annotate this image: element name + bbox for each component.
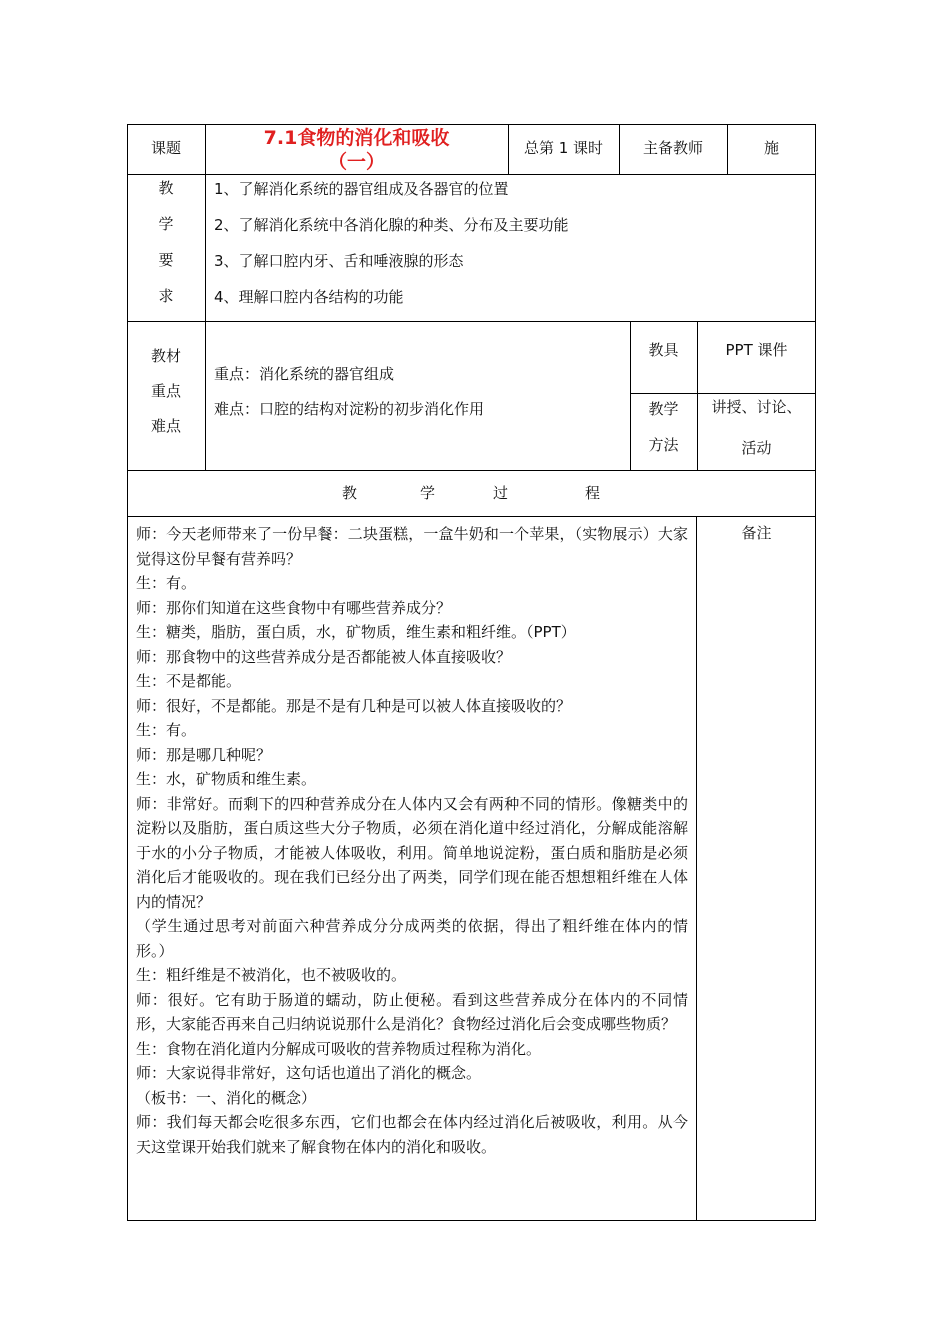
requirements-label-char: 求 [158,287,174,305]
focus-label-line: 难点 [150,417,181,435]
dialogue-line: （学生通过思考对前面六种营养成分分成两类的依据，得出了粗纤维在体内的情形。） [136,917,688,960]
dialogue-line: 师：今天老师带来了一份早餐：二块蛋糕，一盒牛奶和一个苹果，（实物展示）大家觉得这份早餐有营养吗？ [136,525,688,568]
dialogue-line: 师：我们每天都会吃很多东西，它们也都会在体内经过消化后被吸收，利用。从今天这堂课开始我们就来了解食物在体内的消化和吸收。 [136,1113,688,1156]
topic-label: 课题 [150,139,181,158]
requirement-item: 2、了解消化系统中各消化腺的种类、分布及主要功能 [214,216,569,234]
requirement-item: 4、理解口腔内各结构的功能 [214,288,404,306]
method-value-line: 讲授、讨论、 [711,398,802,416]
dialogue-line: 生：不是都能。 [136,672,242,690]
key-point: 重点：消化系统的器官组成 [214,365,395,383]
col-divider [696,516,697,1221]
requirement-item: 1、了解消化系统的器官组成及各器官的位置 [214,180,509,198]
requirements-label-char: 学 [158,215,174,233]
process-heading [127,470,816,516]
dialogue-line: 生：有。 [136,574,197,592]
process-heading-char: 教 [342,484,358,502]
dialogue-line: 师：非常好。而剩下的四种营养成分在人体内又会有两种不同的情形。像糖类中的淀粉以及脂肪，蛋白质这些大分子物质，必须在消化道中经过消化，分解成能溶解于水的小分子物质，才能被人体吸收，利用。简单地说淀粉，蛋白质和脂肪是必须消化后才能吸收的。现在我们已经分出了两类，同学们现在能否想想粗纤维在人体内的情况？ [136,794,688,911]
process-heading-char: 程 [585,484,601,502]
lesson-title [205,126,508,174]
process-heading-char: 过 [493,484,509,502]
requirements-label-char: 要 [158,251,174,269]
dialogue-line: 生：水，矿物质和维生素。 [136,770,317,788]
dialogue-line: 生：有。 [136,721,197,739]
dialogue-line: 师：很好。它有助于肠道的蠕动，防止便秘。看到这些营养成分在体内的不同情形，大家能否再来自己归纳说说那什么是消化？食物经过消化后会变成哪些物质？ [136,990,688,1033]
dialogue-line: （板书：一、消化的概念） [136,1088,317,1107]
remarks-label: 备注 [741,524,772,543]
lesson-title-line1: 7.1食物的消化和吸收 [263,127,450,149]
lesson-title-line2: （一） [327,151,385,173]
requirements-label-char: 教 [158,179,174,197]
row-divider [630,393,816,394]
period-count: 总第 1 课时 [523,139,604,158]
dialogue-line: 师：那食物中的这些营养成分是否都能被人体直接吸收？ [136,647,512,666]
method-label-line: 方法 [648,436,679,454]
teacher-name: 施 [763,139,779,158]
row-divider [127,516,816,517]
teaching-process-text [136,522,688,1159]
dialogue-line: 师：大家说得非常好，这句话也道出了消化的概念。 [136,1064,482,1082]
dialogue-line: 师：那你们知道在这些食物中有哪些营养成分？ [136,598,452,617]
tools-value: PPT 课件 [725,341,788,360]
process-heading-char: 学 [420,484,436,502]
teacher-label: 主备教师 [642,139,703,158]
method-value-line: 活动 [741,439,772,457]
tools-label: 教具 [648,341,679,360]
dialogue-line: 生：糖类，脂肪，蛋白质，水，矿物质，维生素和粗纤维。（PPT） [136,623,576,641]
focus-label-line: 教材 [150,347,181,365]
dialogue-line: 生：食物在消化道内分解成可吸收的营养物质过程称为消化。 [136,1039,542,1058]
difficult-point: 难点：口腔的结构对淀粉的初步消化作用 [214,400,485,418]
dialogue-line: 师：那是哪几种呢？ [136,745,272,764]
dialogue-line: 生：粗纤维是不被消化，也不被吸收的。 [136,966,407,984]
col-divider [205,321,206,470]
dialogue-line: 师：很好，不是都能。那是不是有几种是可以被人体直接吸收的？ [136,696,572,715]
focus-label-line: 重点 [150,382,181,400]
col-divider [205,174,206,321]
row-divider [127,174,816,175]
requirement-item: 3、了解口腔内牙、舌和唾液腺的形态 [214,252,464,270]
method-label-line: 教学 [648,400,679,418]
